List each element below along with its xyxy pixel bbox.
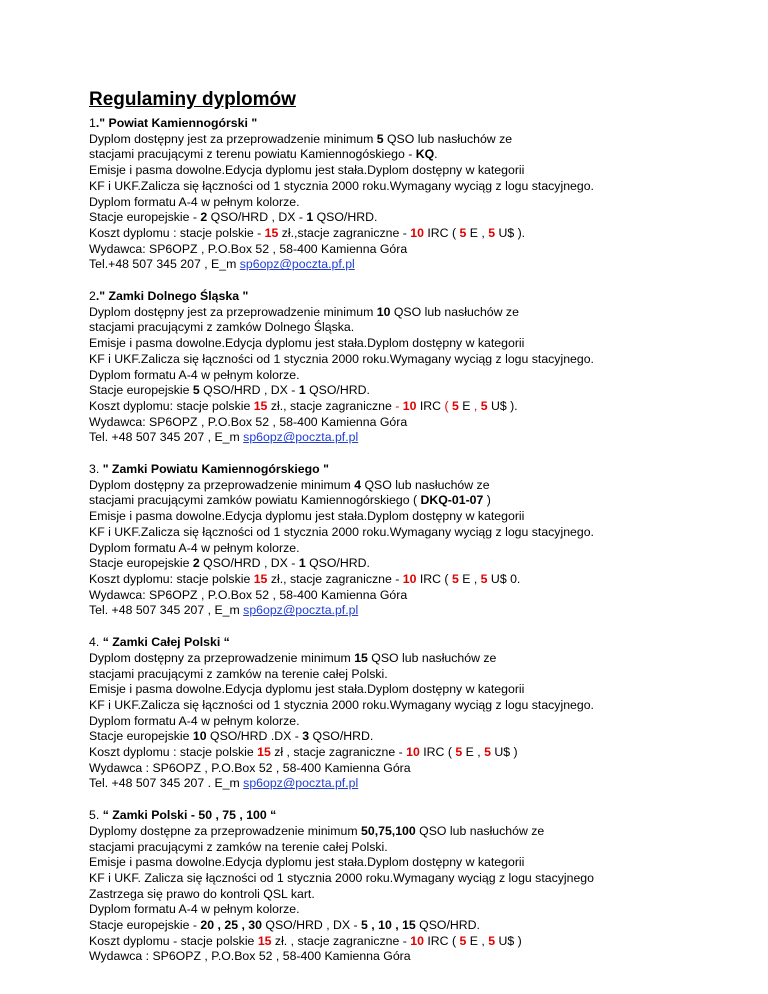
- text-segment: zł , stacje zagraniczne -: [270, 745, 407, 760]
- text-segment: “ Zamki Całej Polski “: [102, 635, 230, 650]
- document-page: [89, 88, 729, 981]
- text-segment: IRC (: [423, 225, 460, 240]
- diploma-rules-section: [89, 116, 729, 273]
- text-line: [89, 179, 729, 195]
- text-segment: 5: [480, 398, 488, 413]
- text-segment: QSO/HRD .DX -: [206, 729, 303, 744]
- text-segment: QSO/HRD , DX -: [199, 383, 299, 398]
- text-segment: 4: [354, 477, 362, 492]
- text-segment: Stacje europejskie: [89, 556, 193, 571]
- sections-container: [89, 116, 729, 965]
- text-line: [89, 493, 729, 509]
- text-line: [89, 776, 729, 792]
- text-line: [89, 918, 729, 934]
- section-heading: [89, 635, 729, 651]
- text-segment: QSO lub nasłuchów ze: [383, 131, 513, 146]
- text-segment: Wydawca: SP6OPZ , P.O.Box 52 , 58-400 Kamienna Góra: [89, 587, 408, 602]
- text-segment: 5.: [89, 808, 103, 823]
- text-segment: E: [458, 398, 474, 413]
- text-segment: KF i UKF.Zalicza się łączności od 1 stycznia 2000 roku.Wymagany wyciąg z logu stacyjnego.: [89, 351, 594, 366]
- text-segment: IRC (: [423, 933, 460, 948]
- text-line: [89, 667, 729, 683]
- text-segment: 4.: [89, 635, 103, 650]
- text-line: [89, 572, 729, 588]
- text-segment: KF i UKF.Zalicza się łączności od 1 stycznia 2000 roku.Wymagany wyciąg z logu stacyjnego.: [89, 178, 594, 193]
- text-segment: QSO/HRD , DX -: [207, 210, 307, 225]
- text-segment: stacjami pracującymi z zamków Dolnego Śląska.: [89, 320, 355, 335]
- text-segment: 10: [402, 571, 417, 586]
- text-segment: KQ: [415, 147, 435, 162]
- text-segment: Koszt dyplomu: stacje polskie: [89, 571, 254, 586]
- text-line: [89, 949, 729, 965]
- text-segment: 3: [302, 729, 310, 744]
- text-line: [89, 399, 729, 415]
- text-segment: KF i UKF.Zalicza się łączności od 1 stycznia 2000 roku.Wymagany wyciąg z logu stacyjnego.: [89, 524, 594, 539]
- text-line: [89, 651, 729, 667]
- text-segment: Dyplom formatu A-4 w pełnym kolorze.: [89, 713, 300, 728]
- text-segment: QSO/HRD , DX -: [261, 918, 362, 933]
- text-segment: Dyplom dostępny za przeprowadzenie minimum: [89, 650, 355, 665]
- text-line: [89, 871, 729, 887]
- text-line: [89, 195, 729, 211]
- text-line: [89, 761, 729, 777]
- text-segment: -: [395, 398, 403, 413]
- text-line: [89, 745, 729, 761]
- section-heading: [89, 289, 729, 305]
- text-segment: 15: [253, 398, 268, 413]
- text-segment: 5: [488, 225, 496, 240]
- text-line: [89, 902, 729, 918]
- text-segment: Wydawca : SP6OPZ , P.O.Box 52 , 58-400 Kamienna Góra: [89, 760, 411, 775]
- text-segment: 15: [253, 571, 268, 586]
- text-line: [89, 682, 729, 698]
- text-segment: QSO lub nasłuchów ze: [415, 823, 545, 838]
- text-segment: Dyplom dostępny jest za przeprowadzenie minimum: [89, 131, 377, 146]
- text-segment: QSO/HRD , DX -: [199, 556, 299, 571]
- section-heading: [89, 808, 729, 824]
- text-line: [89, 887, 729, 903]
- text-segment: (: [444, 398, 452, 413]
- text-segment: “ Zamki Polski - 50 , 75 , 100 “: [102, 808, 277, 823]
- text-segment: 5: [192, 383, 200, 398]
- text-segment: 15: [257, 933, 272, 948]
- text-line: [89, 478, 729, 494]
- text-segment: 3.: [89, 462, 103, 477]
- text-segment: 5: [459, 225, 467, 240]
- text-segment: Tel. +48 507 345 207 , E_m: [89, 603, 244, 618]
- text-segment: Emisje i pasma dowolne.Edycja dyplomu jest stała.Dyplom dostępny w kategorii: [89, 682, 525, 697]
- text-segment: zł., stacje zagraniczne: [267, 398, 396, 413]
- text-segment: stacjami pracującymi zamków powiatu Kamiennogórskiego (: [89, 493, 421, 508]
- text-segment: zł., stacje zagraniczne -: [267, 571, 403, 586]
- text-line: [89, 855, 729, 871]
- text-line: [89, 729, 729, 745]
- text-segment: 2: [200, 210, 208, 225]
- text-segment: 5: [451, 571, 459, 586]
- text-segment: 10: [402, 398, 417, 413]
- text-segment: ." Powiat Kamiennogórski ": [95, 116, 258, 130]
- text-segment: Zastrzega się prawo do kontroli QSL kart.: [89, 886, 315, 901]
- text-segment: Koszt dyplomu : stacje polskie -: [89, 225, 265, 240]
- text-segment: 15: [264, 225, 279, 240]
- text-segment: IRC (: [419, 745, 456, 760]
- text-segment: Koszt dyplomu : stacje polskie: [89, 745, 258, 760]
- text-segment: Wydawca : SP6OPZ , P.O.Box 52 , 58-400 Kamienna Góra: [89, 949, 411, 964]
- text-line: [89, 588, 729, 604]
- text-segment: 2: [192, 556, 200, 571]
- text-segment: 5: [459, 933, 467, 948]
- text-segment: Stacje europejskie -: [89, 210, 201, 225]
- text-line: [89, 698, 729, 714]
- text-segment: IRC: [416, 398, 445, 413]
- text-segment: Emisje i pasma dowolne.Edycja dyplomu jest stała.Dyplom dostępny w kategorii: [89, 855, 525, 870]
- text-segment: Tel. +48 507 345 207 . E_m: [89, 776, 244, 791]
- text-segment: Tel. +48 507 345 207 , E_m: [89, 430, 244, 445]
- text-segment: 20 , 25 , 30: [200, 918, 262, 933]
- text-segment: 10: [376, 304, 391, 319]
- text-segment: Stacje europejskie -: [89, 918, 201, 933]
- text-line: [89, 132, 729, 148]
- text-segment: Wydawca: SP6OPZ , P.O.Box 52 , 58-400 Kamienna Góra: [89, 241, 408, 256]
- text-segment: stacjami pracującymi z terenu powiatu Kamiennogóskiego -: [89, 147, 416, 162]
- text-segment: 1: [306, 210, 314, 225]
- text-line: [89, 525, 729, 541]
- text-segment: 1: [89, 116, 96, 130]
- text-segment: 5: [484, 745, 491, 760]
- text-segment: zł. , stacje zagraniczne -: [271, 933, 411, 948]
- text-segment: Emisje i pasma dowolne.Edycja dyplomu jest stała.Dyplom dostępny w kategorii: [89, 336, 525, 351]
- text-line: [89, 430, 729, 446]
- text-segment: E ,: [458, 571, 481, 586]
- text-line: [89, 226, 729, 242]
- text-segment: 15: [354, 650, 368, 665]
- text-segment: DKQ-01-07: [420, 493, 484, 508]
- text-line: [89, 163, 729, 179]
- diploma-rules-section: [89, 635, 729, 792]
- text-segment: stacjami pracującymi z zamków na terenie całej Polski.: [89, 839, 388, 854]
- text-line: [89, 603, 729, 619]
- text-segment: Dyplom formatu A-4 w pełnym kolorze.: [89, 367, 300, 382]
- text-segment: 1: [298, 556, 306, 571]
- text-line: [89, 352, 729, 368]
- text-segment: Emisje i pasma dowolne.Edycja dyplomu jest stała.Dyplom dostępny w kategorii: [89, 509, 525, 524]
- text-segment: KF i UKF.Zalicza się łączności od 1 stycznia 2000 roku.Wymagany wyciąg z logu stacyjnego.: [89, 697, 594, 712]
- text-segment: 2: [89, 289, 96, 304]
- email-link[interactable]: sp6opz@poczta.pf.pl: [243, 776, 359, 791]
- text-segment: QSO lub nasłuchów ze: [367, 650, 497, 665]
- text-segment: E ,: [462, 745, 485, 760]
- text-segment: QSO lub nasłuchów ze: [390, 304, 519, 319]
- text-segment: U$ ): [495, 933, 522, 948]
- text-segment: QSO/HRD.: [305, 383, 370, 398]
- text-segment: KF i UKF. Zalicza się łączności od 1 stycznia 2000 roku.Wymagany wyciąg z logu stacyjnego: [89, 870, 594, 885]
- text-line: [89, 305, 729, 321]
- text-segment: ,: [473, 398, 481, 413]
- text-segment: stacjami pracującymi z zamków na terenie całej Polski.: [89, 666, 388, 681]
- text-segment: QSO/HRD.: [313, 210, 378, 225]
- text-segment: 5: [488, 933, 496, 948]
- text-line: [89, 383, 729, 399]
- text-segment: E ,: [466, 933, 489, 948]
- text-segment: Dyplom formatu A-4 w pełnym kolorze.: [89, 540, 300, 555]
- text-segment: .: [434, 147, 438, 162]
- text-line: [89, 541, 729, 557]
- text-segment: Tel.+48 507 345 207 , E_m: [89, 257, 240, 272]
- text-segment: 5: [376, 131, 384, 146]
- text-line: [89, 714, 729, 730]
- text-segment: QSO/HRD.: [309, 729, 374, 744]
- text-line: [89, 147, 729, 163]
- diploma-rules-section: [89, 462, 729, 619]
- text-segment: Dyplom dostępny za przeprowadzenie minimum: [89, 477, 355, 492]
- text-segment: 10: [406, 745, 420, 760]
- text-segment: Stacje europejskie: [89, 729, 193, 744]
- text-segment: 1: [298, 383, 306, 398]
- text-line: [89, 320, 729, 336]
- email-link[interactable]: sp6opz@poczta.pf.pl: [243, 603, 359, 618]
- text-line: [89, 509, 729, 525]
- text-segment: Wydawca: SP6OPZ , P.O.Box 52 , 58-400 Kamienna Góra: [89, 414, 408, 429]
- text-segment: U$ ).: [495, 225, 526, 240]
- email-link[interactable]: sp6opz@poczta.pf.pl: [239, 257, 355, 272]
- section-heading: [89, 462, 729, 478]
- text-segment: QSO lub nasłuchów ze: [361, 477, 490, 492]
- text-line: [89, 556, 729, 572]
- text-segment: QSO/HRD.: [415, 918, 480, 933]
- section-heading: [89, 116, 729, 132]
- text-segment: U$ ).: [487, 398, 518, 413]
- text-line: [89, 257, 729, 273]
- text-segment: ." Zamki Dolnego Śląska ": [95, 289, 249, 304]
- text-segment: " Zamki Powiatu Kamiennogórskiego ": [102, 462, 329, 477]
- text-segment: Dyplomy dostępne za przeprowadzenie minimum: [89, 823, 362, 838]
- text-segment: 5: [480, 571, 488, 586]
- text-segment: Emisje i pasma dowolne.Edycja dyplomu jest stała.Dyplom dostępny w kategorii: [89, 163, 525, 178]
- text-line: [89, 242, 729, 258]
- text-segment: 5 , 10 , 15: [361, 918, 416, 933]
- text-segment: Stacje europejskie: [89, 383, 193, 398]
- text-segment: Dyplom dostępny jest za przeprowadzenie minimum: [89, 304, 377, 319]
- text-segment: 50,75,100: [361, 823, 416, 838]
- text-segment: 5: [455, 745, 463, 760]
- text-line: [89, 824, 729, 840]
- diploma-rules-section: [89, 808, 729, 965]
- text-segment: Dyplom formatu A-4 w pełnym kolorze.: [89, 194, 300, 209]
- text-line: [89, 368, 729, 384]
- text-segment: IRC (: [416, 571, 452, 586]
- text-segment: Koszt dyplomu - stacje polskie: [89, 933, 258, 948]
- text-segment: zł.,stacje zagraniczne -: [278, 225, 411, 240]
- text-line: [89, 336, 729, 352]
- text-segment: U$ 0.: [487, 571, 521, 586]
- text-segment: Koszt dyplomu: stacje polskie: [89, 398, 254, 413]
- text-segment: 15: [257, 745, 271, 760]
- text-line: [89, 210, 729, 226]
- text-line: [89, 934, 729, 950]
- text-segment: 10: [410, 933, 424, 948]
- email-link[interactable]: sp6opz@poczta.pf.pl: [243, 430, 359, 445]
- text-segment: U$ ): [490, 745, 518, 760]
- diploma-rules-section: [89, 289, 729, 446]
- text-line: [89, 840, 729, 856]
- page-title: Regulaminy dyplomów: [89, 89, 296, 110]
- text-segment: 10: [410, 225, 424, 240]
- text-segment: ): [483, 493, 491, 508]
- text-segment: QSO/HRD.: [305, 556, 370, 571]
- text-segment: Dyplom formatu A-4 w pełnym kolorze.: [89, 902, 300, 917]
- text-line: [89, 415, 729, 431]
- text-segment: 5: [451, 398, 459, 413]
- text-segment: E ,: [466, 225, 489, 240]
- text-segment: 10: [192, 729, 207, 744]
